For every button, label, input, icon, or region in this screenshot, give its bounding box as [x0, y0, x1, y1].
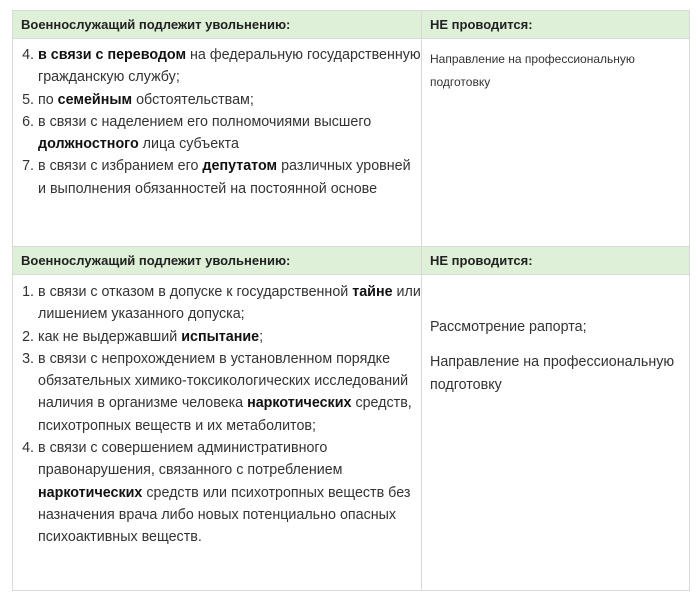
- list-item-emphasis: депутатом: [202, 158, 278, 175]
- list-item-text: средств, психотропных веществ и их метаболитов;: [38, 395, 412, 434]
- list-item: [38, 89, 421, 111]
- exemption-text-1: Направление на профессиональную подготовку: [430, 52, 635, 89]
- list-item: [38, 44, 421, 89]
- reasons-list-2: [13, 281, 421, 549]
- exemption-text-2a: Рассмотрение рапорта;: [430, 319, 587, 335]
- body-row-2: [13, 275, 690, 591]
- reasons-cell-1: [13, 39, 422, 247]
- list-item: [38, 155, 421, 200]
- list-item: [38, 326, 421, 348]
- list-item-text: по: [38, 91, 58, 108]
- list-item-text: в связи с отказом в допуске к государственной: [38, 284, 353, 300]
- exemption-cell-1: [422, 39, 690, 247]
- dismissal-table: [12, 10, 690, 591]
- header-right-2: НЕ проводится:: [422, 247, 690, 275]
- header-left-1: Военнослужащий подлежит увольнению:: [13, 11, 422, 39]
- header-right-1: НЕ проводится:: [422, 11, 690, 39]
- list-item-text: как не выдержавший: [38, 328, 182, 345]
- header-row-2: [13, 247, 690, 275]
- list-item-text: на федеральную государственную гражданскую службу;: [38, 47, 421, 86]
- list-item-emphasis: испытание: [181, 328, 260, 345]
- list-item-emphasis: семейным: [57, 91, 133, 108]
- exemption-text-2b: Направление на профессиональную подготовку: [430, 354, 675, 393]
- list-item: [38, 348, 421, 437]
- reasons-cell-2: [13, 275, 422, 591]
- list-item-emphasis: тайне: [352, 284, 393, 300]
- exemption-cell-2: [422, 275, 690, 591]
- list-item-text: или лишением указанного допуска;: [38, 284, 421, 323]
- list-item-emphasis: должностного: [38, 136, 139, 153]
- header-left-2: Военнослужащий подлежит увольнению:: [13, 247, 422, 275]
- list-item-text: в связи с наделением его полномочиями высшего: [38, 113, 372, 130]
- list-item-text: в связи с избранием его: [38, 158, 203, 175]
- list-item: [38, 281, 421, 326]
- list-item-emphasis: в связи с переводом: [38, 47, 187, 63]
- list-item: [38, 111, 421, 156]
- list-item-text: лица субъекта: [138, 136, 239, 153]
- body-row-1: [13, 39, 690, 247]
- list-item-text: в связи с совершением административного правонарушения, связанного с потреблением: [38, 440, 343, 479]
- list-item-emphasis: наркотических: [38, 484, 143, 501]
- list-item-text: обстоятельствам;: [132, 91, 254, 108]
- header-row-1: [13, 11, 690, 39]
- list-item-text: ;: [259, 328, 264, 345]
- list-item-text: в связи с непрохождением в установленном порядке обязательных химико-токсикологических исследований наличия в организме человека: [38, 350, 409, 412]
- list-item-text: различных уровней и выполнения обязанностей на постоянной основе: [38, 158, 411, 197]
- list-item-text: средств или психотропных веществ без назначения врача либо новых потенциально опасных психоактивных веществ.: [38, 484, 411, 546]
- list-item: [38, 437, 421, 548]
- reasons-list-1: [13, 44, 421, 200]
- list-item-emphasis: наркотических: [247, 395, 352, 412]
